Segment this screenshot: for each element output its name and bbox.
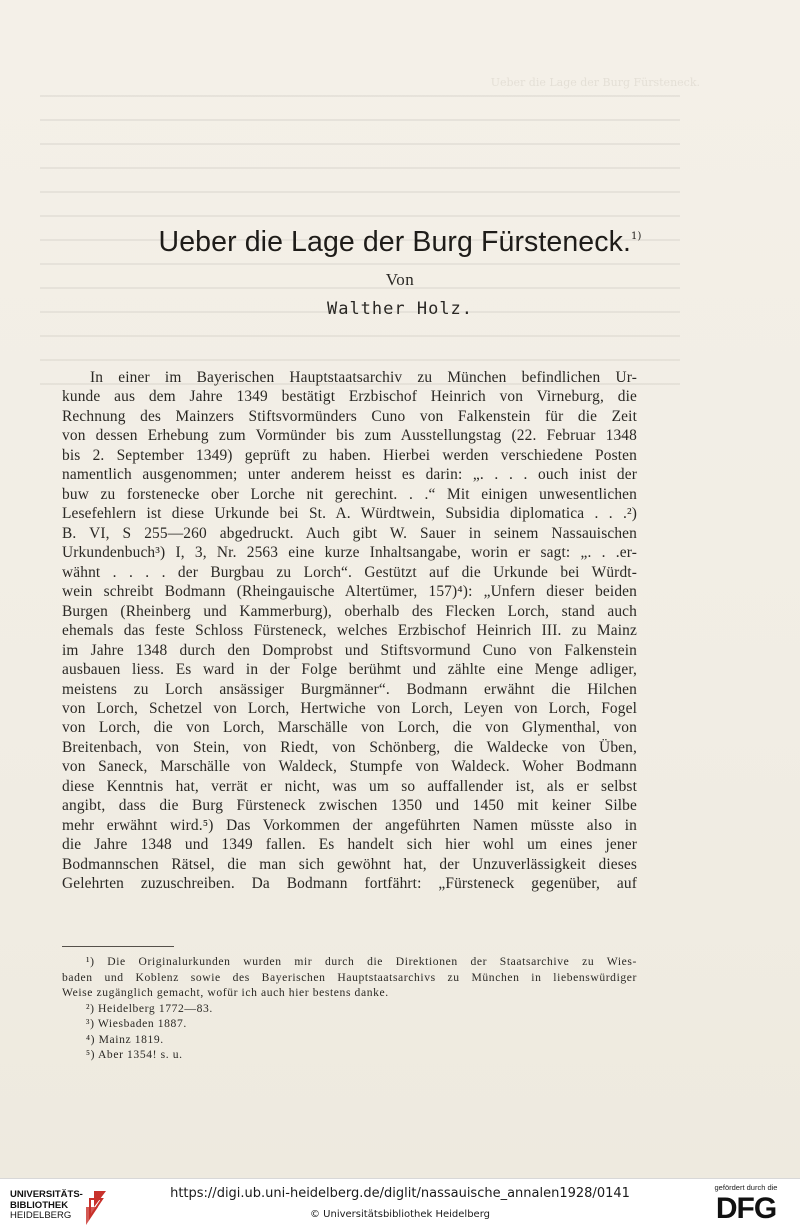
text-line: ausbauen liess. Es ward in der Folge berühmt und zählte eine Menge adliger, — [62, 661, 637, 679]
text-line: bis 2. September 1349) geprüft zu haben. Hierbei werden verschiedene Posten — [62, 446, 637, 464]
text-line: von Lorch, Schetzel von Lorch, Hertwiche von Lorch, Leyen von Lorch, Fogel — [62, 699, 637, 717]
text-line: kunde aus dem Jahre 1349 bestätigt Erzbischof Heinrich von Virneburg, die — [62, 388, 637, 406]
title-footnote-mark: 1) — [630, 231, 642, 242]
text-line: meistens zu Lorch ansässiger Burgmänner“. Bodmann erwähnt die Hilchen — [62, 680, 637, 698]
footnote-line: ⁴) Mainz 1819. — [86, 1032, 164, 1046]
footnote-line: ²) Heidelberg 1772—83. — [86, 1001, 213, 1015]
footnote-rule — [62, 946, 174, 947]
text-line: buw zu forstenecke ober Lorche nit gerechint. . .“ Mit einigen unwesentlichen — [62, 485, 637, 503]
footnote-line: ¹) Die Originalurkunden wurden mir durch die Direktionen der Staatsarchive zu Wies- — [86, 955, 637, 968]
footnote-line: Weise zugänglich gemacht, wofür ich auch hier bestens danke. — [62, 986, 389, 999]
text-line: von Lorch, die von Lorch, Marschälle von Lorch, die von Glymenthal, von — [62, 719, 637, 737]
text-line: wähnt . . . . der Burgbau zu Lorch“. Gestützt auf die Urkunde bei Würdt- — [62, 563, 637, 581]
funded-by-label: gefördert durch die — [714, 1183, 778, 1192]
footnote-line: baden und Koblenz sowie des Bayerischen Hauptstaatsarchivs zu München in liebenswürdiger — [62, 970, 637, 984]
text-line: mehr erwähnt wird.⁵) Das Vorkommen der angeführten Namen müsste also in — [62, 816, 637, 834]
copyright-notice: © Universitätsbibliothek Heidelberg — [309, 1209, 490, 1220]
author-name: Walther Holz. — [326, 299, 474, 319]
footnotes — [62, 954, 637, 1063]
faint-header: Ueber die Lage der Burg Fürsteneck. — [490, 76, 700, 89]
text-line: angibt, dass die Burg Fürsteneck zwischen 1350 und 1450 mit keiner Silbe — [62, 797, 637, 815]
dfg-logo: DFG — [715, 1192, 777, 1225]
library-name: UNIVERSITÄTS- BIBLIOTHEK HEIDELBERG — [10, 1189, 83, 1221]
viewer-footer — [0, 1178, 800, 1231]
text-line: Lesefehlern ist diese Urkunde bei St. A. Würdtwein, Subsidia diplomatica . . .²) — [62, 505, 637, 523]
footnote-line: ⁵) Aber 1354! s. u. — [86, 1048, 183, 1061]
text-line: Urkundenbuch³) I, 3, Nr. 2563 eine kurze Inhaltsangabe, worin er sagt: „. . .er- — [62, 544, 637, 562]
text-line: im Jahre 1348 durch den Domprobst und Stiftsvormund Cuno von Falkenstein — [62, 641, 637, 659]
text-line: Bodmannschen Rätsel, die man sich gewöhnt hat, der Unzuverlässigkeit dieses — [62, 855, 637, 873]
byline-von: Von — [385, 270, 415, 289]
text-line: namentlich ausgenommen; unter anderem heisst es darin: „. . . . ouch inist der — [62, 466, 637, 484]
article-title — [0, 226, 800, 259]
text-line: Burgen (Rheinberg und Kammerburg), oberhalb des Flecken Lorch, stand auch — [62, 602, 637, 620]
text-line: ehemals das feste Schloss Fürsteneck, welches Erzbischof Heinrich III. zu Mainz — [62, 622, 637, 640]
text-line: In einer im Bayerischen Hauptstaatsarchiv zu München befindlichen Ur- — [90, 369, 637, 386]
text-line: Rechnung des Mainzers Stiftsvormünders Cuno von Falkenstein für die Zeit — [62, 407, 637, 425]
text-line: die Jahre 1348 und 1349 fallen. Es handelt sich hier wohl um eines jener — [62, 836, 637, 854]
body-text — [62, 368, 637, 894]
text-line: Gelehrten zuzuschreiben. Da Bodmann fortfährt: „Fürsteneck gegenüber, auf — [62, 875, 637, 893]
text-line: diese Kenntnis hat, verrät er nicht, was um so auffallender ist, als er selbst — [62, 777, 637, 795]
footnote-line: ³) Wiesbaden 1887. — [86, 1017, 187, 1030]
title-text: Ueber die Lage der Burg Fürsteneck. — [158, 226, 631, 258]
text-line: wein schreibt Bodmann (Rheingauische Altertümer, 157)⁴): „Unfern dieser beiden — [62, 583, 637, 601]
text-line: von dessen Erhebung zum Vormünder bis zum Ausstellungstag (22. Februar 1348 — [62, 427, 637, 445]
permalink-url[interactable]: https://digi.ub.uni-heidelberg.de/diglit/nassauische_annalen1928/0141 — [170, 1186, 630, 1201]
text-line: Breitenbach, von Stein, von Riedt, von Schönberg, die Waldecke von Üben, — [62, 738, 637, 756]
text-line: von Saneck, Marschälle von Waldeck, Stumpfe von Waldeck. Woher Bodmann — [62, 758, 637, 776]
text-line: B. VI, S 255—260 abgedruckt. Auch gibt W. Sauer in seinem Nassauischen — [62, 524, 637, 542]
